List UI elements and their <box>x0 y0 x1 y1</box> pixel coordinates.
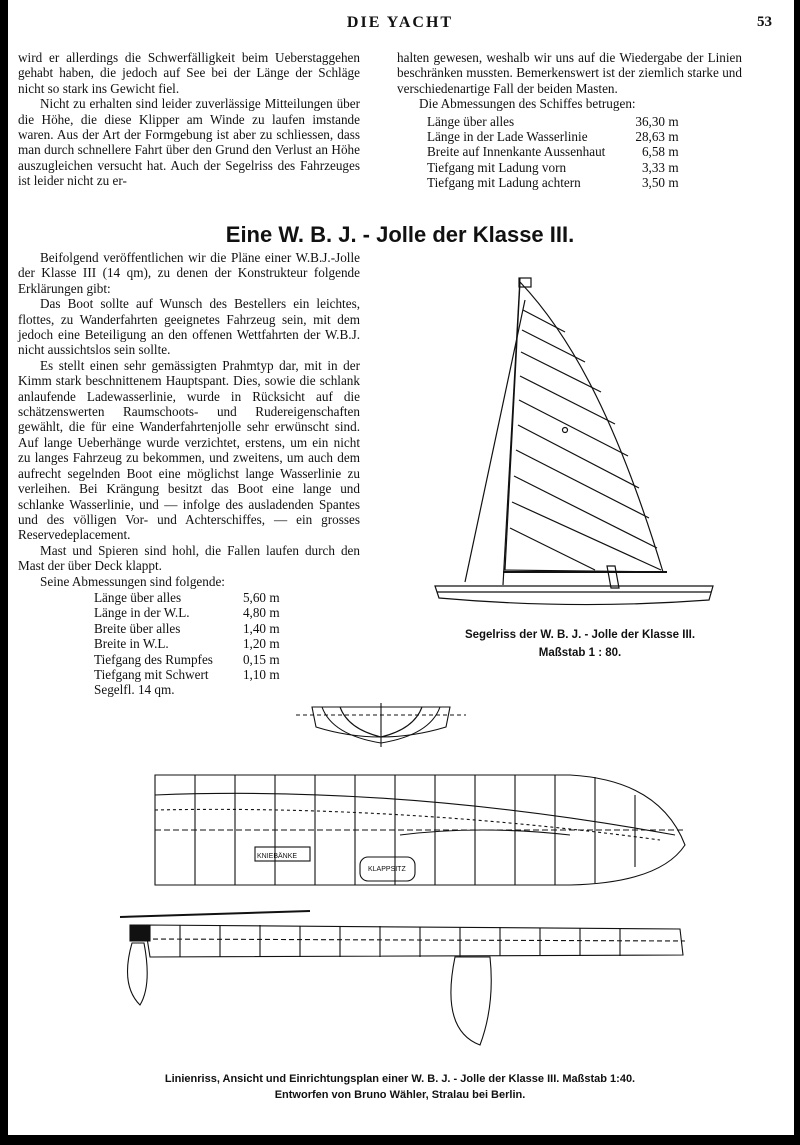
dim-value: 28,63 m <box>635 129 679 145</box>
table-row <box>427 160 679 175</box>
dim-value: 5,60 m <box>242 589 280 605</box>
dim-value: 1,10 m <box>242 666 280 682</box>
centreboard <box>451 957 491 1045</box>
rudder-blade <box>128 943 148 1005</box>
hull-profile <box>435 586 713 605</box>
table-row <box>427 144 679 159</box>
dim-value: 1,40 m <box>242 620 280 636</box>
scan-border-left <box>0 0 8 1145</box>
dimensions-intro: Die Abmessungen des Schiffes betrugen: <box>419 96 636 112</box>
dim-value: 3,50 m <box>641 175 679 191</box>
paragraph: wird er allerdings die Schwerfälligkeit beim Ueberstaggehen gehabt haben, die jedoch auf See bei der Länge der Schläge nicht so stark ins Gewicht fiel. <box>18 50 360 96</box>
boat-dimensions-table <box>94 590 280 698</box>
dim-label: Länge über alles <box>94 589 182 605</box>
profile-plan <box>120 911 685 1045</box>
paragraph: Das Boot sollte auf Wunsch des Bestellers ein leichtes, flottes, zu Wanderfahrten geeignetes Fahrzeug sein, mit dem jedoch eine Beteiligung an den offenen Wettfahrten der W.B.J. nicht aussichtslos sein sollte. <box>18 296 360 358</box>
forestay-line <box>465 300 525 582</box>
sail-plan-caption <box>430 626 730 662</box>
paragraph: Beifolgend veröffentlichen wir die Pläne einer W.B.J.-Jolle der Klasse III (14 qm), zu denen der Konstrukteur folgende Erklärungen gibt: <box>18 250 360 296</box>
journal-title: DIE YACHT <box>346 14 454 31</box>
sail-caption-title: Segelriss der W. B. J. - Jolle der Klasse III. <box>464 629 696 641</box>
dim-label: Tiefgang mit Schwert <box>94 666 209 682</box>
table-row <box>427 129 679 144</box>
lines-plan-caption <box>60 1071 740 1103</box>
running-header <box>0 14 800 38</box>
sail-caption-scale: Maßstab 1 : 80. <box>538 647 622 659</box>
dim-value: 3,33 m <box>641 159 679 175</box>
page-number: 53 <box>757 14 772 30</box>
dim-label: Breite in W.L. <box>94 636 169 652</box>
dim-label: Tiefgang des Rumpfes <box>94 651 213 667</box>
bench-label: KNIEBÄNKE <box>257 853 298 860</box>
lines-caption-title: Linienriss, Ansicht und Einrichtungsplan einer W. B. J. - Jolle der Klasse III. Maßstab 1:40. <box>164 1073 636 1085</box>
dim-label: Breite über alles <box>94 620 181 636</box>
dim-label: Länge über alles <box>427 113 515 129</box>
designer-credit: Entworfen von Bruno Wähler, Stralau bei Berlin. <box>274 1089 526 1101</box>
table-row <box>94 605 280 620</box>
dim-label: Tiefgang mit Ladung achtern <box>427 175 581 191</box>
dim-value: 0,15 m <box>242 651 280 667</box>
body-plan <box>296 703 466 747</box>
table-row <box>94 590 280 605</box>
top-left-column <box>18 50 360 189</box>
article-body <box>18 250 360 698</box>
paragraph: halten gewesen, weshalb wir uns auf die Wiedergabe der Linien beschränken mussten. Bemerkenswert ist der ziemlich starke und verschiedenartige Fall der beiden Masten. <box>397 50 742 96</box>
table-row <box>94 652 280 667</box>
dim-label: Tiefgang mit Ladung vorn <box>427 159 567 175</box>
paragraph: Nicht zu erhalten sind leider zuverlässige Mitteilungen über die Höhe, die diese Klipper am Winde zu laufen imstande waren. Aus der Art der Formgebung ist aber zu schliessen, dass man durch schnellere Fahrt über den Grund den Verlust an Höhe auszugleichen versucht hat. Auch der Segelriss des Fahrzeuges ist leider nicht zu er- <box>18 96 360 189</box>
table-row <box>94 667 280 682</box>
dimensions-intro: Seine Abmessungen sind folgende: <box>40 573 225 589</box>
article-title: Eine W. B. J. - Jolle der Klasse III. <box>225 222 575 247</box>
folding-seat-label: KLAPPSITZ <box>368 866 406 873</box>
dim-label: Breite auf Innenkante Aussenhaut <box>427 144 606 160</box>
sail-area: Segelfl. 14 qm. <box>94 682 175 698</box>
dim-value: 1,20 m <box>242 636 280 652</box>
dim-value: 36,30 m <box>635 113 679 129</box>
sail-plan-drawing <box>425 270 725 615</box>
table-row <box>94 621 280 636</box>
rudder-head <box>130 925 150 941</box>
dim-label: Länge in der Lade Wasserlinie <box>427 129 588 145</box>
top-right-column <box>397 50 742 191</box>
table-row <box>427 175 679 190</box>
scan-border-right <box>794 0 800 1145</box>
dim-label: Länge in der W.L. <box>94 605 190 621</box>
paragraph: Es stellt einen sehr gemässigten Prahmtyp dar, mit in der Kimm stark beschnittenem Hauptspant. Dies, sowie die schlank anlaufende Ladewasserlinie, wurde in Rücksicht auf die schätzenswerten Raumschoots- und Rudereigenschaften gewählt, die für eine Wanderfahrtenjolle sehr erwünscht sind. Auf lange Ueberhänge wurde verzichtet, erstens, um ein nicht zu langes Fahrzeug zu bekommen, und zweitens, um auch dem aufrecht segelnden Boot eine möglichst lange Wasserlinie zu verleihen. Bei Krängung besitzt das Boot eine lange und schlanke Wasserlinie, und — infolge des ausladenden Spantes und des völligen Vor- und Achterschiffes, — ein grosses Reservedeplacement. <box>18 357 360 543</box>
dim-value: 4,80 m <box>242 605 280 621</box>
dim-value: 6,58 m <box>641 144 679 160</box>
paragraph: Mast und Spieren sind hohl, die Fallen laufen durch den Mast der über Deck klappt. <box>18 542 360 574</box>
table-row <box>94 636 280 651</box>
table-row <box>427 114 679 129</box>
sail-outline <box>505 282 663 572</box>
ship-dimensions-table <box>427 114 679 191</box>
deck-plan <box>155 775 685 885</box>
scan-border-bottom <box>0 1135 800 1145</box>
lines-plan-drawing <box>100 685 710 1055</box>
